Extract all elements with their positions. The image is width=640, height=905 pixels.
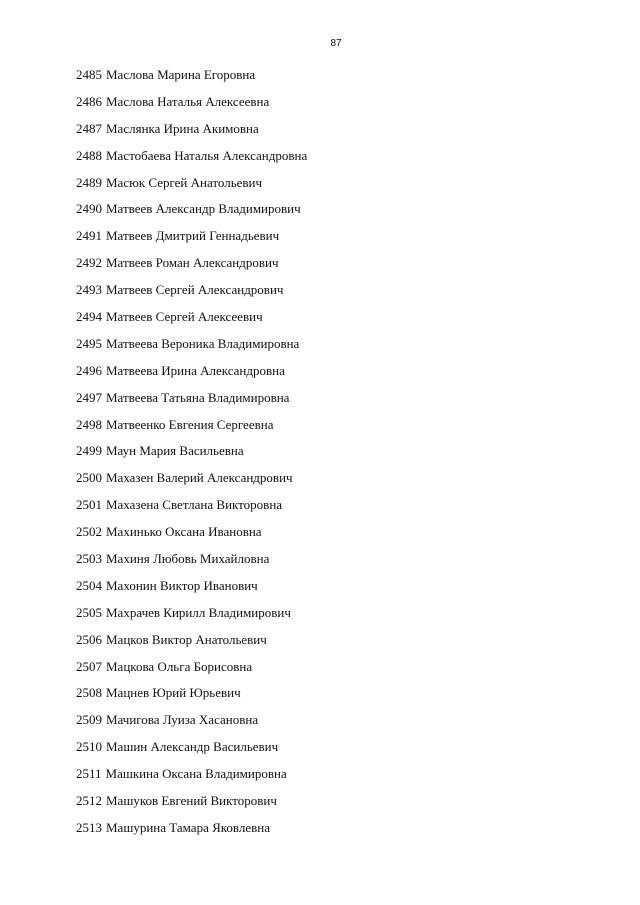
entry-number: 2505 (76, 604, 102, 620)
entry-name: Машурина Тамара Яковлевна (106, 819, 271, 835)
list-item (76, 200, 307, 227)
list-item (76, 93, 307, 120)
entry-name: Махазен Валерий Александрович (106, 470, 293, 486)
entry-name: Маслянка Ирина Акимовна (106, 120, 259, 136)
entry-number: 2504 (76, 577, 102, 593)
entry-number: 2500 (76, 470, 102, 486)
list-item (76, 765, 307, 792)
entry-number: 2487 (76, 120, 102, 136)
entry-number: 2489 (76, 174, 102, 190)
list-item (76, 335, 307, 362)
list-item (76, 442, 307, 469)
entry-name: Машуков Евгений Викторович (106, 793, 277, 809)
entry-number: 2506 (76, 631, 102, 647)
entry-name: Мацнев Юрий Юрьевич (106, 685, 241, 701)
entry-number: 2494 (76, 309, 102, 325)
entry-number: 2492 (76, 255, 102, 271)
entry-name: Машин Александр Васильевич (106, 739, 279, 755)
list-item (76, 819, 307, 846)
entry-number: 2507 (76, 658, 102, 674)
entry-name: Матвеенко Евгения Сергеевна (106, 416, 274, 432)
list-item (76, 120, 307, 147)
entry-number: 2502 (76, 524, 102, 540)
entry-name: Махрачев Кирилл Владимирович (106, 604, 291, 620)
entry-number: 2501 (76, 497, 102, 513)
page-number: 87 (330, 38, 342, 49)
entry-name: Матвеев Александр Владимирович (106, 201, 301, 217)
entry-name: Маслова Наталья Алексеевна (106, 93, 270, 109)
list-item (76, 496, 307, 523)
entry-number: 2491 (76, 228, 102, 244)
list-item (76, 684, 307, 711)
entry-number: 2497 (76, 389, 102, 405)
entry-number: 2488 (76, 147, 102, 163)
list-item (76, 738, 307, 765)
entry-number: 2498 (76, 416, 102, 432)
entry-number: 2512 (76, 793, 102, 809)
list-item (76, 658, 307, 685)
list-item (76, 469, 307, 496)
entry-name: Махазена Светлана Викторовна (106, 497, 283, 513)
entry-name: Матвеев Сергей Александрович (106, 282, 284, 298)
entry-number: 2509 (76, 712, 102, 728)
entry-name: Маун Мария Васильевна (106, 443, 244, 459)
entry-name: Маслова Марина Егоровна (106, 67, 256, 82)
entry-number: 2513 (76, 819, 102, 835)
list-item (76, 281, 307, 308)
entry-number: 2496 (76, 362, 102, 378)
entry-name: Матвеев Сергей Алексеевич (106, 309, 263, 325)
list-item (76, 523, 307, 550)
entry-name: Мацков Виктор Анатольевич (106, 631, 267, 647)
entry-name: Машкина Оксана Владимировна (105, 766, 287, 782)
entry-name: Мачигова Луиза Хасановна (106, 712, 259, 728)
list-item (76, 631, 307, 658)
entry-name: Матвеев Роман Александрович (106, 255, 279, 271)
list-item (76, 711, 307, 738)
entry-number: 2485 (76, 67, 102, 82)
list-item (76, 416, 307, 443)
name-list (76, 66, 307, 846)
list-item (76, 227, 307, 254)
list-item (76, 604, 307, 631)
entry-number: 2510 (76, 739, 102, 755)
list-item (76, 308, 307, 335)
entry-number: 2495 (76, 335, 102, 351)
entry-name: Мацкова Ольга Борисовна (106, 658, 253, 674)
list-item (76, 577, 307, 604)
entry-number: 2490 (76, 201, 102, 217)
list-item (76, 792, 307, 819)
entry-name: Масюк Сергей Анатольевич (106, 174, 263, 190)
entry-name: Матвеева Ирина Александровна (106, 362, 285, 378)
list-item (76, 550, 307, 577)
list-item (76, 66, 307, 93)
list-item (76, 362, 307, 389)
entry-name: Матвеева Татьяна Владимировна (106, 389, 290, 405)
entry-number: 2486 (76, 93, 102, 109)
entry-name: Матвеев Дмитрий Геннадьевич (106, 228, 280, 244)
entry-number: 2508 (76, 685, 102, 701)
entry-number: 2503 (76, 551, 102, 567)
entry-name: Махонин Виктор Иванович (106, 577, 258, 593)
entry-number: 2493 (76, 282, 102, 298)
entry-name: Мастобаева Наталья Александровна (106, 147, 308, 163)
entry-name: Матвеева Вероника Владимировна (106, 335, 300, 351)
entry-name: Махиня Любовь Михайловна (106, 551, 270, 567)
entry-number: 2511 (76, 766, 102, 782)
list-item (76, 174, 307, 201)
list-item (76, 147, 307, 174)
list-item (76, 254, 307, 281)
list-item (76, 389, 307, 416)
entry-number: 2499 (76, 443, 102, 459)
entry-name: Махинько Оксана Ивановна (106, 524, 262, 540)
